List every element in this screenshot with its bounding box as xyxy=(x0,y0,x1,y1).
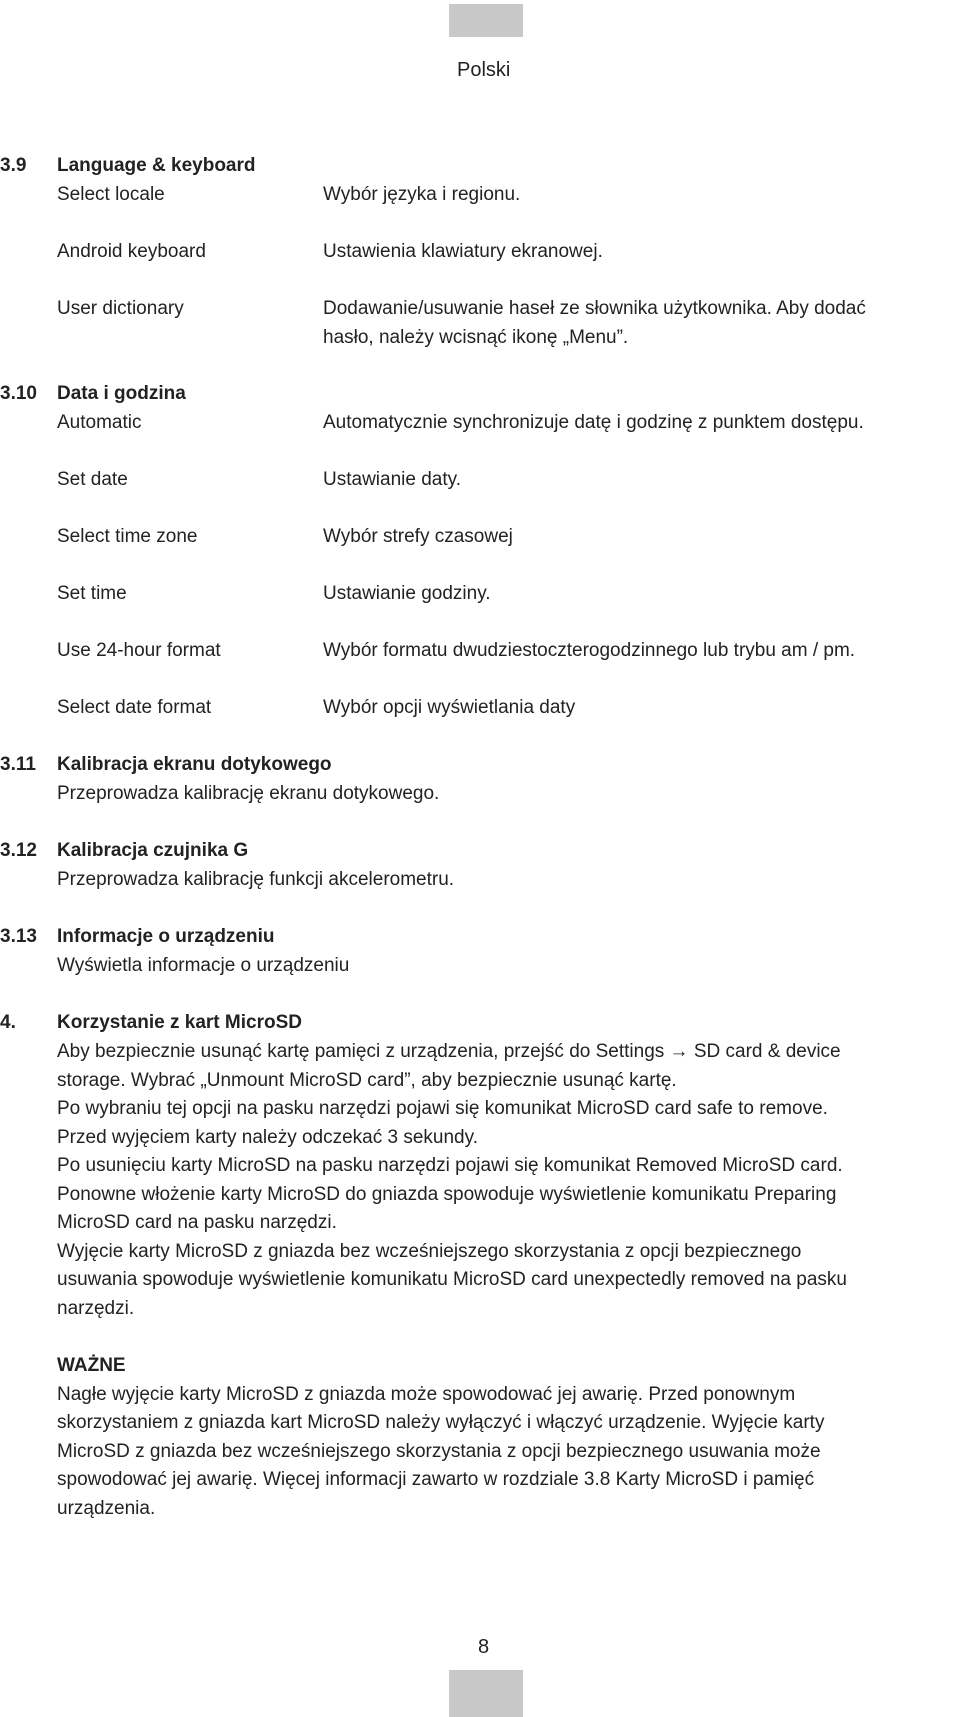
section-title: Informacje o urządzeniu xyxy=(57,926,275,947)
setting-description: Wybór języka i regionu. xyxy=(323,184,521,205)
setting-name: Select locale xyxy=(57,184,165,205)
setting-description: Wybór strefy czasowej xyxy=(323,526,513,547)
top-gray-tab xyxy=(449,4,523,37)
section-title: Kalibracja ekranu dotykowego xyxy=(57,754,332,775)
setting-description: Wybór formatu dwudziestoczterogodzinnego lub trybu am / pm. xyxy=(323,640,856,661)
paragraph-line: Po usunięciu karty MicroSD na pasku narzędzi pojawi się komunikat Removed MicroSD card. xyxy=(57,1155,843,1176)
section-number: 3.10 xyxy=(0,383,37,404)
setting-name: User dictionary xyxy=(57,298,184,319)
paragraph-line: Wyjęcie karty MicroSD z gniazda bez wcześniejszego skorzystania z opcji bezpiecznego xyxy=(57,1241,802,1262)
section-title: Kalibracja czujnika G xyxy=(57,840,249,861)
language-label: Polski xyxy=(457,59,511,81)
setting-name: Set time xyxy=(57,583,127,604)
setting-name: Select time zone xyxy=(57,526,198,547)
setting-name: Android keyboard xyxy=(57,241,206,262)
setting-description: Wybór opcji wyświetlania daty xyxy=(323,697,576,718)
section-number: 3.13 xyxy=(0,926,37,947)
setting-name: Select date format xyxy=(57,697,212,718)
paragraph-line: storage. Wybrać „Unmount MicroSD card”, aby bezpiecznie usunąć kartę. xyxy=(57,1070,677,1091)
paragraph-line: Po wybraniu tej opcji na pasku narzędzi pojawi się komunikat MicroSD card safe to remove. xyxy=(57,1098,828,1119)
paragraph-line: Przed wyjęciem karty należy odczekać 3 sekundy. xyxy=(57,1127,478,1148)
setting-description: Ustawianie daty. xyxy=(323,469,461,490)
section-text: Wyświetla informacje o urządzeniu xyxy=(57,955,350,976)
setting-description: hasło, należy wcisnąć ikonę „Menu”. xyxy=(323,327,629,348)
bottom-gray-tab xyxy=(449,1670,523,1717)
setting-description: Dodawanie/usuwanie haseł ze słownika użytkownika. Aby dodać xyxy=(323,298,866,319)
section-number: 3.12 xyxy=(0,840,37,861)
section-title: Korzystanie z kart MicroSD xyxy=(57,1012,302,1033)
section-number: 3.11 xyxy=(0,754,36,775)
important-line: urządzenia. xyxy=(57,1498,156,1519)
section-text: Przeprowadza kalibrację ekranu dotykowego. xyxy=(57,783,440,804)
important-line: MicroSD z gniazda bez wcześniejszego skorzystania z opcji bezpiecznego usuwania może xyxy=(57,1441,821,1462)
important-line: skorzystaniem z gniazda kart MicroSD należy wyłączyć i włączyć urządzenie. Wyjęcie karty xyxy=(57,1412,825,1433)
section-title: Language & keyboard xyxy=(57,155,256,176)
setting-description: Ustawianie godziny. xyxy=(323,583,491,604)
page-number: 8 xyxy=(478,1636,490,1658)
paragraph-line: Ponowne włożenie karty MicroSD do gniazda spowoduje wyświetlenie komunikatu Preparing xyxy=(57,1184,837,1205)
setting-description: Automatycznie synchronizuje datę i godzinę z punktem dostępu. xyxy=(323,412,864,433)
important-title: WAŻNE xyxy=(57,1355,126,1376)
section-number: 4. xyxy=(0,1012,16,1033)
paragraph-line: usuwania spowoduje wyświetlenie komunikatu MicroSD card unexpectedly removed na pasku xyxy=(57,1269,847,1290)
setting-name: Automatic xyxy=(57,412,142,433)
paragraph-line: narzędzi. xyxy=(57,1298,135,1319)
section-title: Data i godzina xyxy=(57,383,186,404)
setting-name: Set date xyxy=(57,469,128,490)
setting-name: Use 24-hour format xyxy=(57,640,221,661)
section-text: Przeprowadza kalibrację funkcji akcelerometru. xyxy=(57,869,455,890)
paragraph-line: MicroSD card na pasku narzędzi. xyxy=(57,1212,337,1233)
section-number: 3.9 xyxy=(0,155,27,176)
paragraph-line: Aby bezpiecznie usunąć kartę pamięci z urządzenia, przejść do Settings → SD card & device xyxy=(57,1041,841,1062)
important-line: Nagłe wyjęcie karty MicroSD z gniazda może spowodować jej awarię. Przed ponownym xyxy=(57,1384,796,1405)
setting-description: Ustawienia klawiatury ekranowej. xyxy=(323,241,603,262)
important-line: spowodować jej awarię. Więcej informacji zawarto w rozdziale 3.8 Karty MicroSD i pamięć xyxy=(57,1469,815,1490)
